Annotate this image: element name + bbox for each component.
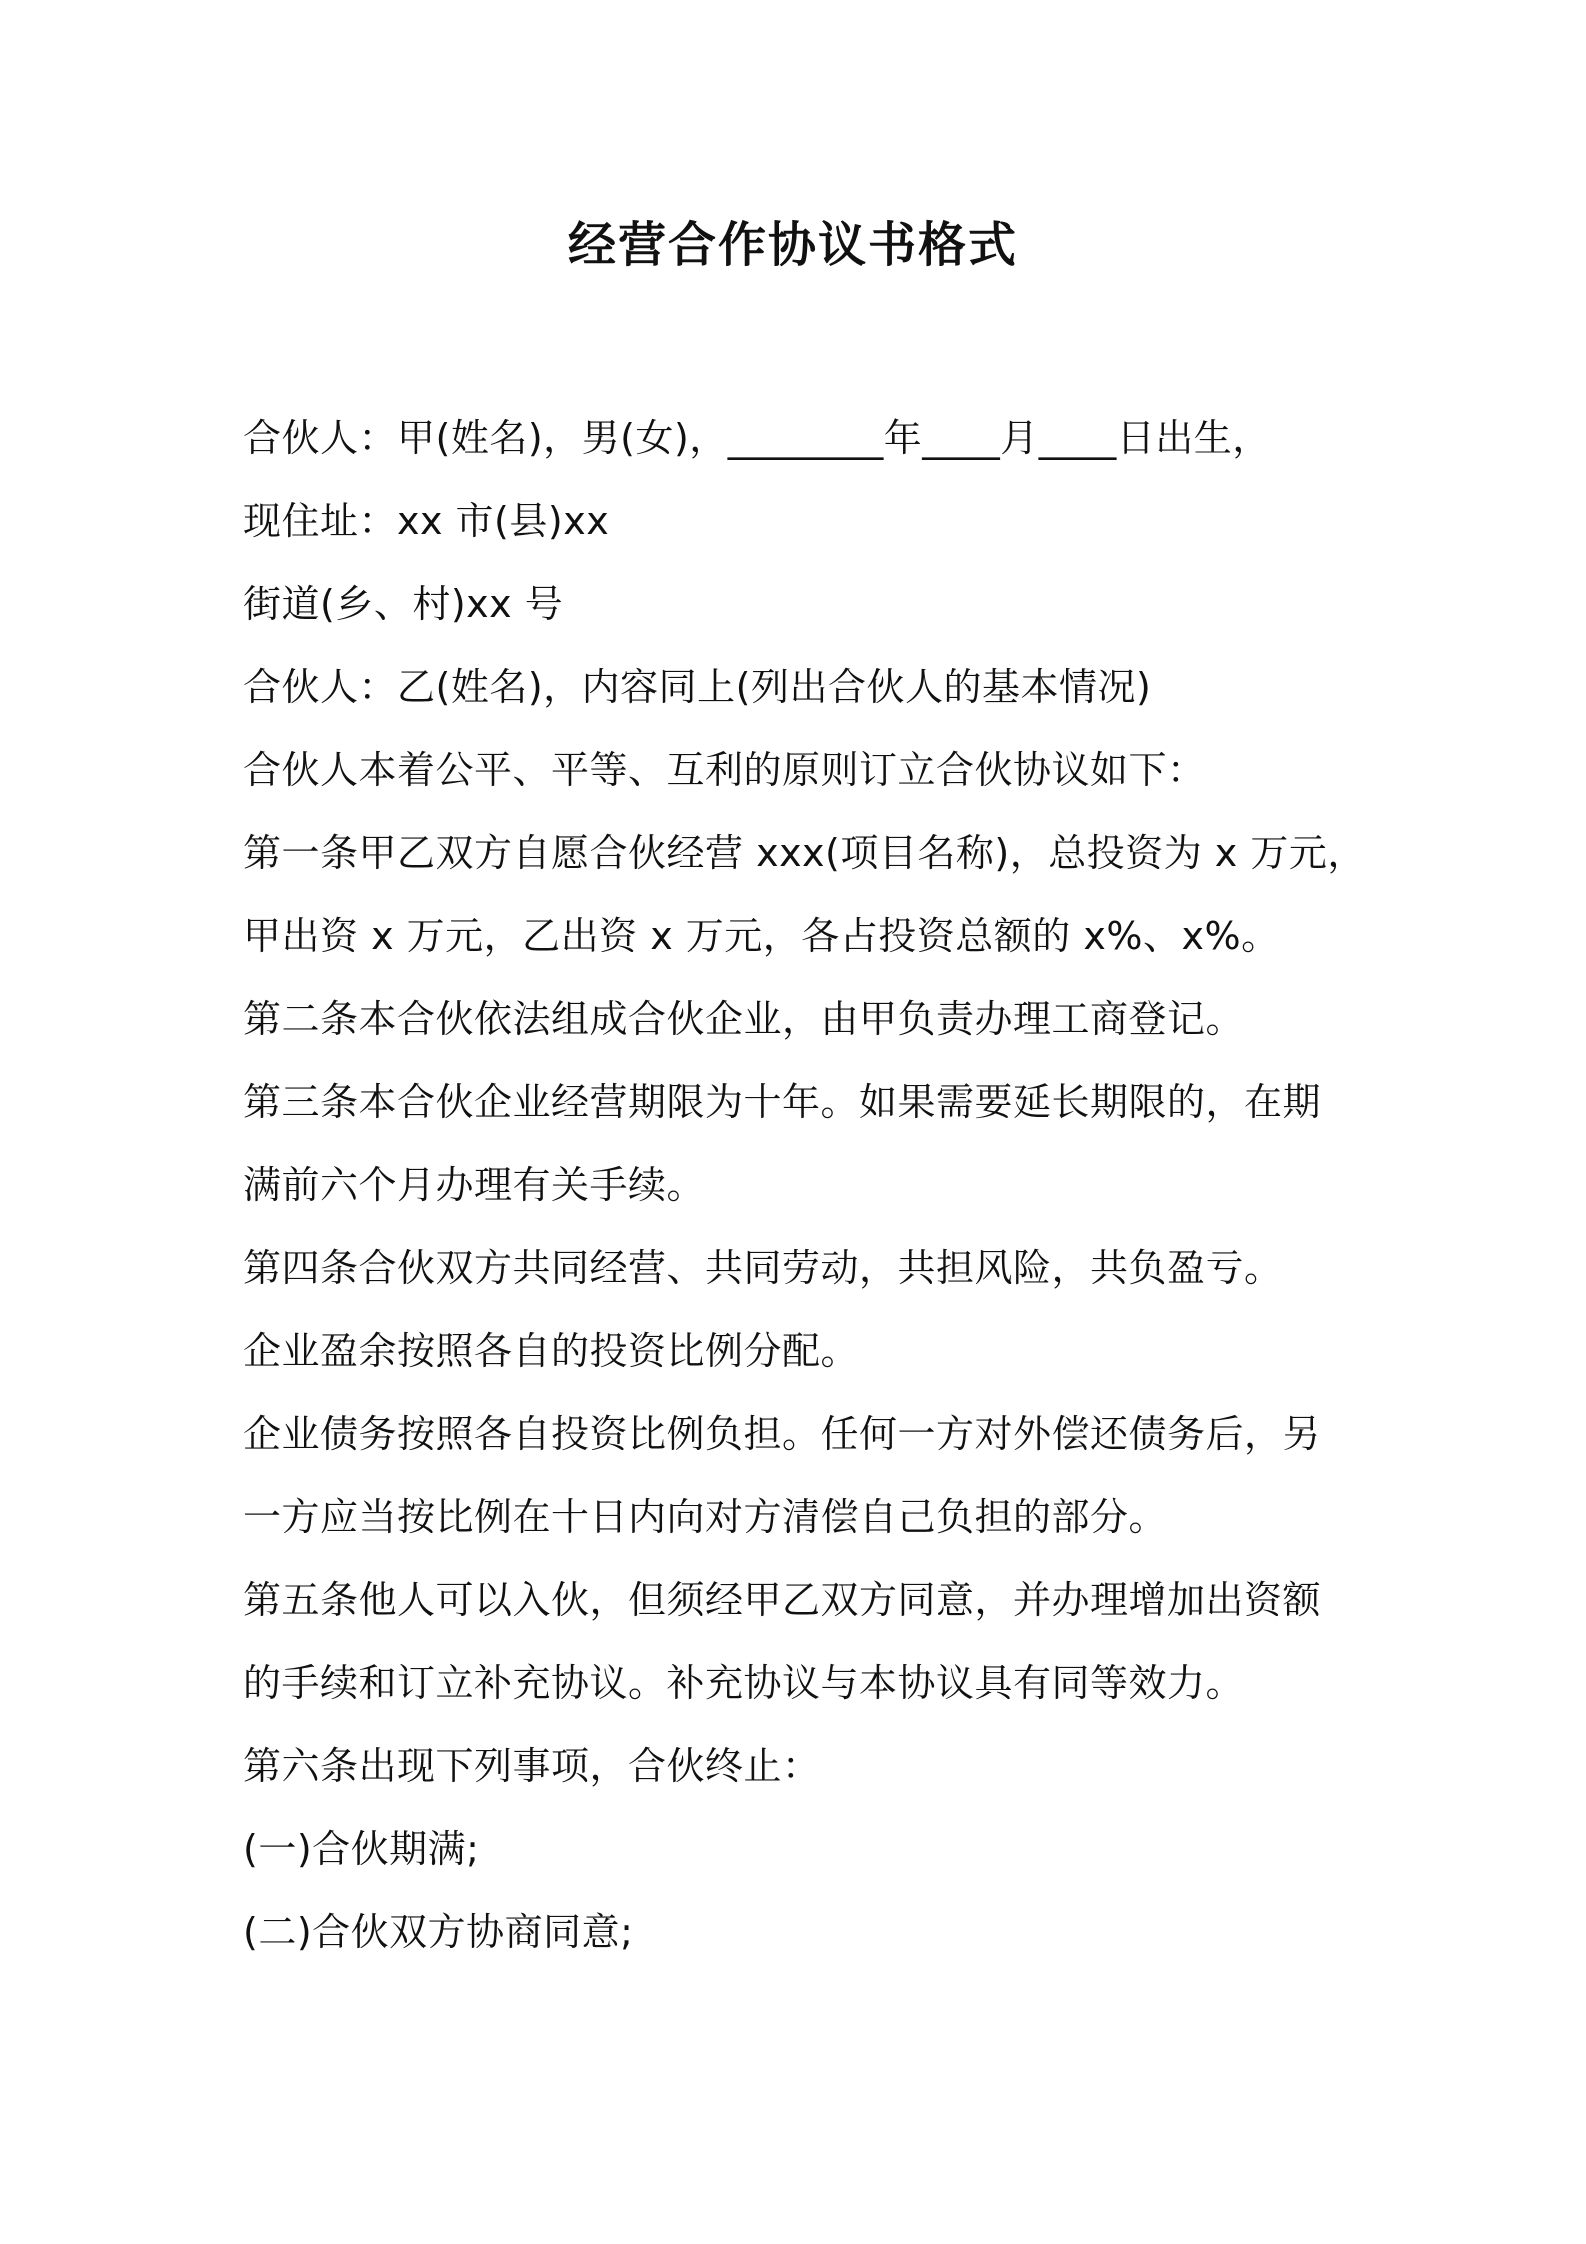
article-6-item-1: (一)合伙期满; <box>243 1827 480 1871</box>
street-line: 街道(乡、村)xx 号 <box>243 582 564 626</box>
article-6-item-2: (二)合伙双方协商同意; <box>243 1910 634 1954</box>
article-1-line-1: 第一条甲乙双方自愿合伙经营 xxx(项目名称)，总投资为 x 万元， <box>243 831 1366 875</box>
article-3-line-1: 第三条本合伙企业经营期限为十年。如果需要延长期限的，在期 <box>243 1080 1322 1124</box>
article-1-line-2: 甲出资 x 万元，乙出资 x 万元，各占投资总额的 x%、x%。 <box>243 914 1280 958</box>
article-2: 第二条本合伙依法组成合伙企业，由甲负责办理工商登记。 <box>243 997 1245 1041</box>
article-5-line-2: 的手续和订立补充协议。补充协议与本协议具有同等效力。 <box>243 1661 1245 1705</box>
document-body <box>243 403 1383 1980</box>
partner-a-line: 合伙人：甲(姓名)，男(女)，________年____月____日出生， <box>243 416 1271 460</box>
partner-b-line: 合伙人：乙(姓名)，内容同上(列出合伙人的基本情况) <box>243 665 1152 709</box>
article-4-line-2: 企业盈余按照各自的投资比例分配。 <box>243 1329 860 1373</box>
article-3-line-2: 满前六个月办理有关手续。 <box>243 1163 706 1207</box>
article-5-line-1: 第五条他人可以入伙，但须经甲乙双方同意，并办理增加出资额 <box>243 1578 1322 1622</box>
article-4-line-1: 第四条合伙双方共同经营、共同劳动，共担风险，共负盈亏。 <box>243 1246 1283 1290</box>
article-6: 第六条出现下列事项，合伙终止： <box>243 1744 821 1788</box>
document-title: 经营合作协议书格式 <box>567 217 1018 273</box>
article-4-line-3: 企业债务按照各自投资比例负担。任何一方对外偿还债务后，另 <box>243 1412 1322 1456</box>
article-4-line-4: 一方应当按比例在十日内向对方清偿自己负担的部分。 <box>243 1495 1168 1539</box>
address-line: 现住址：xx 市(县)xx <box>243 499 610 543</box>
agreement-intro: 合伙人本着公平、平等、互利的原则订立合伙协议如下： <box>243 748 1206 792</box>
